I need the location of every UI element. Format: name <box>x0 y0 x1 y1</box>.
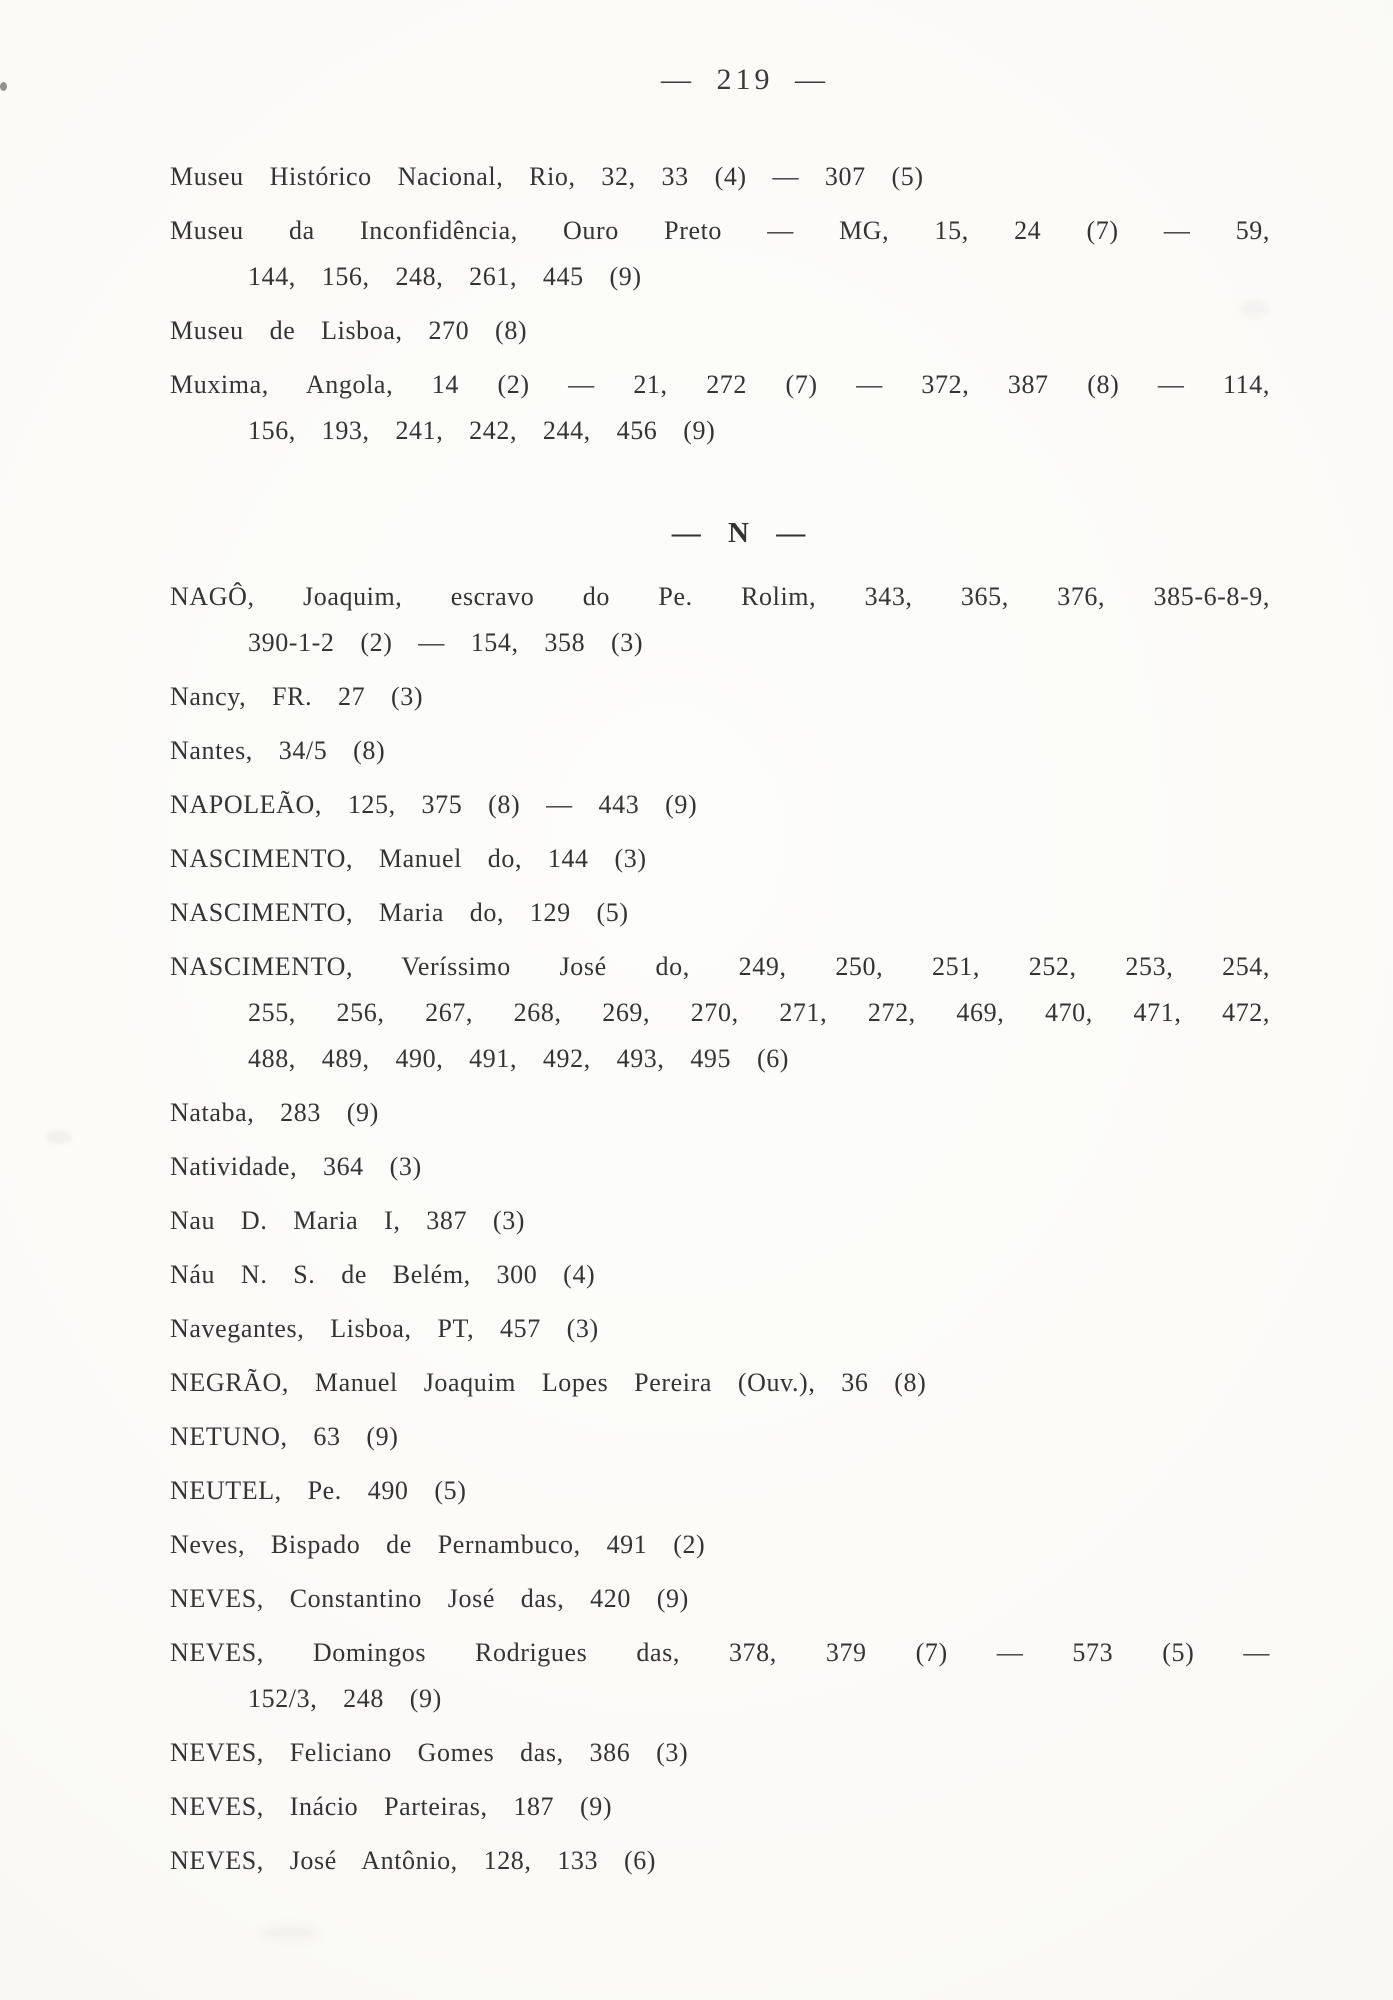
page-number: — 219 — <box>661 63 829 96</box>
entry-line: NASCIMENTO, Manuel do, 144 (3) <box>170 844 647 873</box>
entry-line: Museu Histórico Nacional, Rio, 32, 33 (4) — 307 (5) <box>170 162 924 191</box>
index-entries <box>170 154 1270 1884</box>
entry-line: Museu de Lisboa, 270 (8) <box>170 316 528 345</box>
index-entry <box>170 782 1270 828</box>
index-entry <box>170 1198 1270 1244</box>
entry-line: Natividade, 364 (3) <box>170 1152 422 1181</box>
entry-line: Nancy, FR. 27 (3) <box>170 682 424 711</box>
index-entry <box>170 1522 1270 1568</box>
entry-continuation-line: 390-1-2 (2) — 154, 358 (3) <box>248 628 644 657</box>
entry-continuation-line: 156, 193, 241, 242, 244, 456 (9) <box>248 416 716 445</box>
index-entry <box>170 1414 1270 1460</box>
entry-line: NAPOLEÃO, 125, 375 (8) — 443 (9) <box>170 790 698 819</box>
entry-line: NEUTEL, Pe. 490 (5) <box>170 1476 467 1505</box>
entry-line: Náu N. S. de Belém, 300 (4) <box>170 1260 596 1289</box>
entry-line: NEVES, Feliciano Gomes das, 386 (3) <box>170 1738 689 1767</box>
index-entry <box>170 1784 1270 1830</box>
index-entry <box>170 1468 1270 1514</box>
index-entry <box>170 1306 1270 1352</box>
index-entry <box>170 890 1270 936</box>
entry-line: NASCIMENTO, Maria do, 129 (5) <box>170 898 629 927</box>
entry-line: NAGÔ, Joaquim, escravo do Pe. Rolim, 343, 365, 376, 385-6-8-9, <box>170 582 1270 611</box>
index-entry <box>170 1630 1270 1722</box>
entry-line: NEGRÃO, Manuel Joaquim Lopes Pereira (Ouv.), 36 (8) <box>170 1368 927 1397</box>
scan-speck <box>0 82 7 91</box>
index-entry <box>170 208 1270 300</box>
text-column <box>170 62 1270 1892</box>
entry-continuation-line: 152/3, 248 (9) <box>248 1684 442 1713</box>
index-entry <box>170 944 1270 1082</box>
index-entry <box>170 836 1270 882</box>
entry-line: NETUNO, 63 (9) <box>170 1422 399 1451</box>
entry-line: Navegantes, Lisboa, PT, 457 (3) <box>170 1314 599 1343</box>
entry-line: Museu da Inconfidência, Ouro Preto — MG, 15, 24 (7) — 59, <box>170 216 1270 245</box>
index-entry <box>170 1252 1270 1298</box>
scan-smudge <box>46 1130 72 1144</box>
entry-line: NEVES, Constantino José das, 420 (9) <box>170 1584 689 1613</box>
index-entry <box>170 574 1270 666</box>
entry-continuation-line: 488, 489, 490, 491, 492, 493, 495 (6) <box>248 1044 790 1073</box>
entry-line: Muxima, Angola, 14 (2) — 21, 272 (7) — 372, 387 (8) — 114, <box>170 370 1270 399</box>
index-entry <box>170 1576 1270 1622</box>
index-entry <box>170 1090 1270 1136</box>
index-entry <box>170 1730 1270 1776</box>
index-entry <box>170 362 1270 454</box>
entry-line: NASCIMENTO, Veríssimo José do, 249, 250, 251, 252, 253, 254, <box>170 952 1270 981</box>
entry-line: Nau D. Maria I, 387 (3) <box>170 1206 526 1235</box>
entry-line: NEVES, Inácio Parteiras, 187 (9) <box>170 1792 613 1821</box>
scan-smudge <box>260 1925 320 1941</box>
index-entry <box>170 154 1270 200</box>
entry-line: Neves, Bispado de Pernambuco, 491 (2) <box>170 1530 706 1559</box>
entry-continuation-line: 255, 256, 267, 268, 269, 270, 271, 272, 469, 470, 471, 472, <box>248 998 1270 1027</box>
index-entry <box>170 1838 1270 1884</box>
entry-line: Nantes, 34/5 (8) <box>170 736 386 765</box>
index-entry <box>170 1360 1270 1406</box>
index-entry <box>170 1144 1270 1190</box>
section-header-n: — N — <box>671 517 809 549</box>
index-entry <box>170 674 1270 720</box>
index-entry <box>170 308 1270 354</box>
entry-line: Nataba, 283 (9) <box>170 1098 379 1127</box>
entry-continuation-line: 144, 156, 248, 261, 445 (9) <box>248 262 642 291</box>
entry-line: NEVES, Domingos Rodrigues das, 378, 379 (7) — 573 (5) — <box>170 1638 1270 1667</box>
entry-line: NEVES, José Antônio, 128, 133 (6) <box>170 1846 657 1875</box>
index-entry <box>170 728 1270 774</box>
